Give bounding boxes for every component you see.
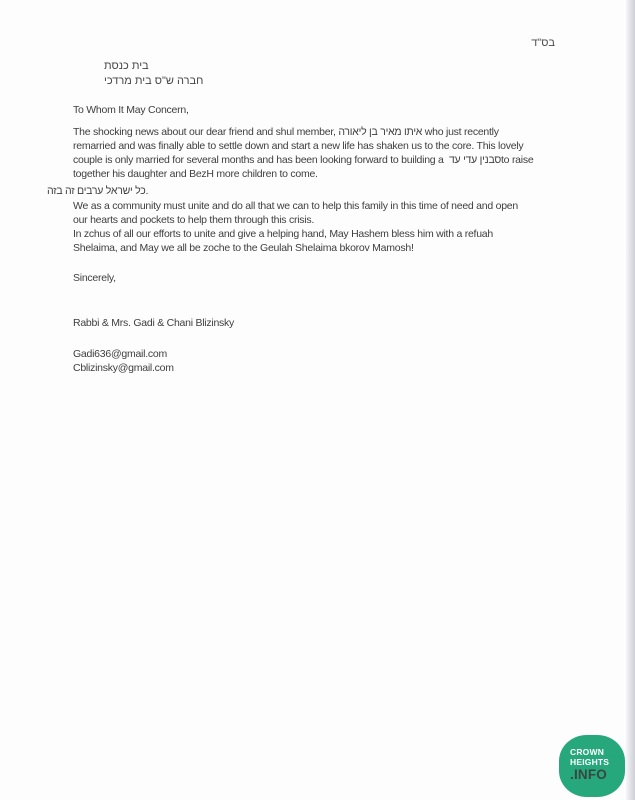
- letter-line: The shocking news about our dear friend and shul member, איתו מאיר בן ליאורה who just recently: [73, 126, 499, 138]
- org-name-line1: בית כנסת: [104, 60, 149, 72]
- logo-info-text: .INFO: [570, 767, 607, 782]
- logo-crown-text: CROWN: [570, 747, 605, 757]
- signature-name: Rabbi & Mrs. Gadi & Chani Blizinsky: [73, 317, 235, 329]
- org-name-block: [104, 59, 203, 89]
- letter-line: Shelaima, and May we all be zoche to the Geulah Shelaima bkorov Mamosh!: [73, 242, 414, 254]
- letter-line: In zchus of all our efforts to unite and give a helping hand, May Hashem bless him with a refuah: [73, 228, 493, 240]
- besd-text: בס"ד: [531, 37, 555, 49]
- email-address: Cblizinsky@gmail.com: [73, 362, 174, 374]
- crownheights-info-logo-badge: [559, 735, 625, 797]
- page-edge-shadow: [626, 0, 635, 800]
- email-block: [73, 347, 565, 375]
- letter-line: together his daughter and BezH more children to come.: [73, 168, 318, 180]
- greeting: To Whom It May Concern,: [73, 104, 189, 116]
- letter-line: our hearts and pockets to help them through this crisis.: [73, 214, 315, 226]
- letter-body: [47, 103, 565, 375]
- logo-heights-text: HEIGHTS: [570, 756, 610, 767]
- hebrew-quote-line: כל ישראל ערבים זה בזה.: [47, 185, 149, 197]
- letter-line: We as a community must unite and do all that we can to help this family in this time of need and open: [73, 200, 518, 212]
- closing: Sincerely,: [73, 272, 116, 284]
- email-address: Gadi636@gmail.com: [73, 348, 167, 360]
- letter-line: couple is only married for several months and has been looking forward to building a סבנין עדי עדto raise: [73, 154, 534, 166]
- org-name-line2: חברה ש"ס בית מרדכי: [104, 75, 204, 87]
- letter-line: remarried and was finally able to settle down and start a new life has shaken us to the core. This lovely: [73, 140, 524, 152]
